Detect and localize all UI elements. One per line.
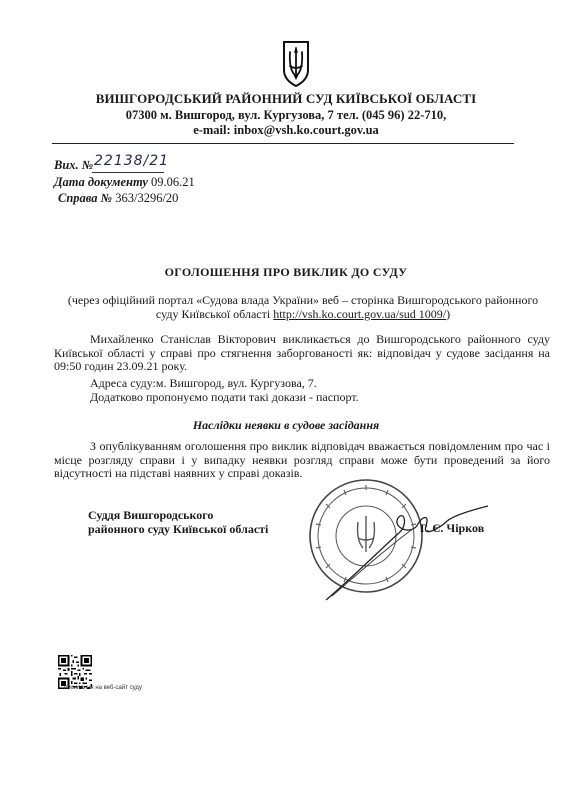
notice-title: ОГОЛОШЕННЯ ПРО ВИКЛИК ДО СУДУ xyxy=(164,265,408,279)
case-number xyxy=(58,191,178,205)
court-website-link[interactable]: http://vsh.ko.court.gov.ua/sud 1009/ xyxy=(273,307,447,321)
document-date xyxy=(54,175,195,189)
case-number-value: 363/3296/20 xyxy=(115,191,179,205)
notice-intro xyxy=(58,293,548,321)
qr-code-icon[interactable] xyxy=(58,655,92,689)
court-address: 07300 м. Вишгород, вул. Кургузова, 7 тел. (045 96) 22-710, xyxy=(125,108,447,122)
outgoing-number-label: Вих. № xyxy=(54,158,94,172)
case-number-label: Справа № xyxy=(58,191,113,205)
judge-title xyxy=(88,508,268,536)
summons-body: Михайленко Станіслав Вікторович викликається до Вишгородського районного суду Київської області у справі про стягнення заборгованості як: відповідач у судове засідання на 09:50 годин 23.09.21 року. xyxy=(54,332,550,373)
court-address-line: Адреса суду:м. Вишгород, вул. Кургузова, 7. xyxy=(90,376,317,390)
qr-caption: посилання на веб-сайт суду xyxy=(64,685,142,691)
document-date-value: 09.06.21 xyxy=(151,175,195,189)
court-name: ВИШГОРОДСЬКИЙ РАЙОННИЙ СУД КИЇВСЬКОЇ ОБЛАСТІ xyxy=(95,91,477,106)
consequences-text: З опублікуванням оголошення про виклик відповідач вважається повідомленим про час і місце розгляду справи і у випадку неявки розгляд справи може бути проведений за його відсутності на підставі наявних у справі доказів. xyxy=(54,439,550,480)
intro-closing-paren: ) xyxy=(446,307,451,321)
document-date-label: Дата документу xyxy=(54,175,148,189)
consequences-heading: Наслідки неявки в судове засідання xyxy=(192,418,380,432)
outgoing-number-underline xyxy=(92,172,164,173)
judge-title-line-1: Суддя Вишгородського xyxy=(88,508,214,522)
judge-title-line-2: районного суду Київської області xyxy=(88,522,269,536)
judge-signature-icon xyxy=(322,488,492,606)
outgoing-number-handwritten: 22138/21 xyxy=(94,153,170,169)
coat-of-arms-icon xyxy=(281,40,311,88)
court-email: e-mail: inbox@vsh.ko.court.gov.ua xyxy=(193,123,379,137)
judge-name: Г. Є. Чірков xyxy=(420,521,485,535)
additional-evidence-line: Додатково пропонуємо подати такі докази - паспорт. xyxy=(90,390,359,404)
intro-text: (через офіційний портал «Судова влада України» веб – сторінка Вишгородського районного суду Київської області xyxy=(67,293,539,321)
header-divider xyxy=(52,143,514,144)
